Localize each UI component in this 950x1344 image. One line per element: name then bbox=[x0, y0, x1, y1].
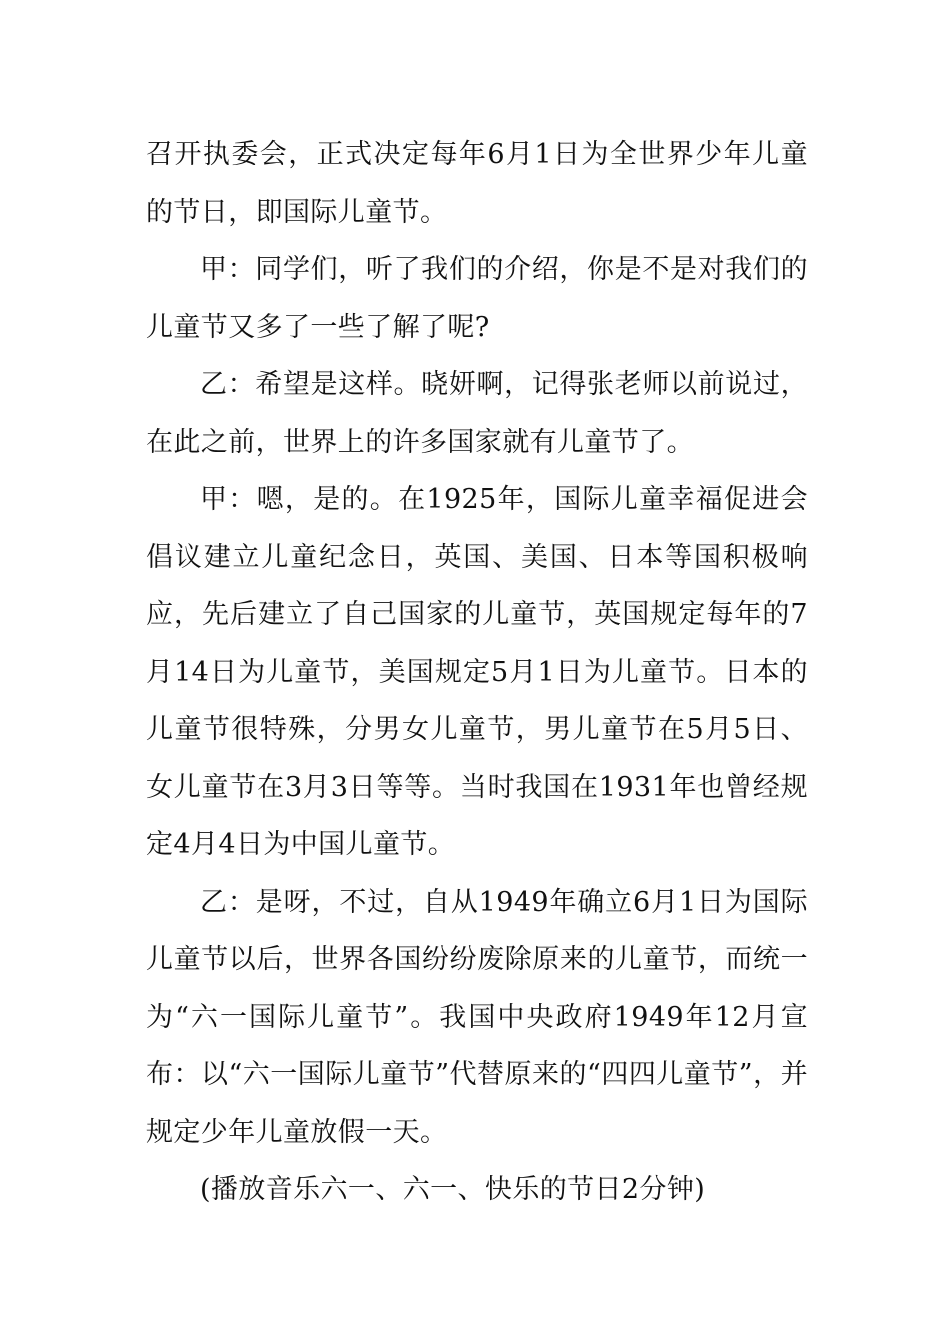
document-body bbox=[146, 126, 808, 1219]
paragraph-yi-2: 乙：是呀，不过，自从1949年确立6月1日为国际儿童节以后，世界各国纷纷废除原来的儿童节，而统一为“六一国际儿童节”。我国中央政府1949年12月宣布：以“六一国际儿童节”代替原来的“四四儿童节”，并规定少年儿童放假一天。 bbox=[146, 886, 808, 1148]
paragraph-continuation: 召开执委会，正式决定每年6月1日为全世界少年儿童的节日，即国际儿童节。 bbox=[146, 139, 808, 228]
paragraph-jia-1: 甲：同学们，听了我们的介绍，你是不是对我们的儿童节又多了一些了解了呢? bbox=[146, 254, 808, 343]
paragraph-music-note: (播放音乐六一、六一、快乐的节日2分钟) bbox=[200, 1174, 706, 1205]
paragraph-jia-2: 甲：嗯，是的。在1925年，国际儿童幸福促进会倡议建立儿童纪念日，英国、美国、日本等国积极响应，先后建立了自己国家的儿童节，英国规定每年的7月14日为儿童节，美国规定5月1日为儿童节。日本的儿童节很特殊，分男女儿童节，男儿童节在5月5日、女儿童节在3月3日等等。当时我国在1931年也曾经规定4月4日为中国儿童节。 bbox=[146, 484, 808, 860]
paragraph-yi-1: 乙：希望是这样。晓妍啊，记得张老师以前说过，在此之前，世界上的许多国家就有儿童节了。 bbox=[146, 369, 808, 458]
